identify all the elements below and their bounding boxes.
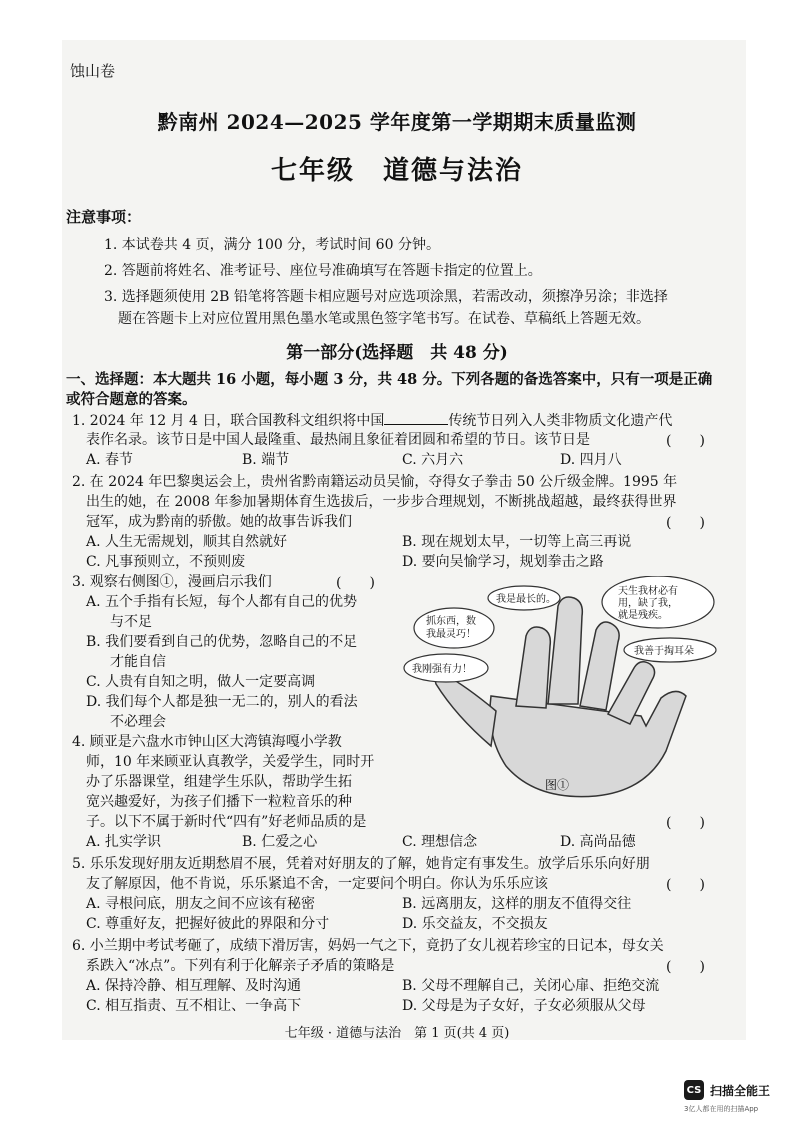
option-c: C. 人贵有自知之明，做人一定要高调 (86, 674, 316, 690)
question-text: 宽兴趣爱好，为孩子们播下一粒粒音乐的种 (86, 794, 352, 810)
answer-paren: ( ) (666, 877, 705, 893)
answer-paren: ( ) (666, 959, 705, 975)
scanner-slogan: 3亿人都在用的扫描App (684, 1105, 759, 1113)
paper-tag: 蚀山卷 (70, 62, 116, 80)
option-c: C. 六月六 (402, 452, 464, 468)
notice-item: 题在答题卡上对应位置用黑色墨水笔或黑色签字笔书写。在试卷、草稿纸上答题无效。 (118, 311, 650, 327)
option-d: D. 我们每个人都是独一无二的，别人的看法 (86, 694, 358, 710)
question-text: 4. 顾亚是六盘水市钟山区大湾镇海嘎小学教 (72, 734, 342, 750)
scanner-name: 扫描全能王 (710, 1083, 771, 1098)
option-b: B. 现在规划太早，一切等上高三再说 (402, 534, 632, 550)
option-a-cont: 与不足 (110, 614, 152, 630)
option-c: C. 相互指责、互不相让、一争高下 (86, 998, 302, 1014)
cs-logo-icon: CS (684, 1080, 704, 1100)
question-text: 友了解原因，他不肯说，乐乐紧追不舍，一定要问个明白。你认为乐乐应该 (86, 876, 548, 892)
page-footer: 七年级 · 道德与法治 第 1 页(共 4 页) (284, 1026, 510, 1041)
exam-title: 黔南州 2024—2025 学年度第一学期期末质量监测 (157, 110, 637, 134)
question-text: 2. 在 2024 年巴黎奥运会上，贵州省黔南籍运动员吴愉，夺得女子拳击 50 公斤级金牌。1995 年 (72, 474, 678, 490)
option-c: C. 理想信念 (402, 834, 478, 850)
option-a: A. 扎实学识 (86, 834, 162, 850)
question-text: 6. 小兰期中考试考砸了，成绩下滑厉害，妈妈一气之下，竟扔了女儿视若珍宝的日记本，母女关 (72, 938, 664, 954)
figure-caption: 图① (545, 778, 570, 792)
answer-paren: ( ) (336, 575, 375, 591)
question-1 (72, 410, 672, 431)
option-c: C. 凡事预则立，不预则废 (86, 554, 246, 570)
option-b: B. 仁爱之心 (242, 834, 318, 850)
option-b: B. 父母不理解自己，关闭心扉、拒绝交流 (402, 978, 660, 994)
bubble-pinky: 我善于掏耳朵 (634, 646, 694, 657)
bubble-middle: 我是最长的。 (496, 594, 556, 605)
bubble-thumb: 我刚强有力！ (412, 664, 472, 675)
question-text: 1. 2024 年 12 月 4 日，联合国教科文组织将中国 (72, 413, 385, 429)
option-b: B. 远离朋友，这样的朋友不值得交往 (402, 896, 632, 912)
exam-subtitle: 七年级 道德与法治 (270, 156, 523, 186)
question-text: 办了乐器课堂，组建学生乐队，帮助学生拓 (86, 774, 352, 790)
question-text: 5. 乐乐发现好朋友近期愁眉不展，凭着对好朋友的了解，她肯定有事发生。放学后乐乐向好朋 (72, 856, 650, 872)
option-d: D. 四月八 (560, 452, 622, 468)
scanner-watermark (684, 1080, 770, 1100)
question-text: 3. 观察右侧图①，漫画启示我们 (72, 574, 272, 590)
option-d-cont: 不必理会 (110, 714, 166, 730)
option-a: A. 人生无需规划，顺其自然就好 (86, 534, 288, 550)
answer-blank (384, 410, 448, 425)
question-text: 师，10 年来顾亚认真教学，关爱学生，同时开 (86, 754, 375, 770)
option-d: D. 高尚品德 (560, 834, 636, 850)
bubble-index: 抓东西，数我最灵巧！ (426, 616, 476, 640)
option-d: D. 要向吴愉学习，规划拳击之路 (402, 554, 604, 570)
notice-item: 1. 本试卷共 4 页，满分 100 分，考试时间 60 分钟。 (104, 237, 440, 253)
answer-paren: ( ) (666, 815, 705, 831)
notice-item: 2. 答题前将姓名、准考证号、座位号准确填写在答题卡指定的位置上。 (104, 263, 542, 279)
option-b: B. 我们要看到自己的优势，忽略自己的不足 (86, 634, 358, 650)
hand-cartoon-figure (396, 576, 732, 806)
notice-heading: 注意事项： (66, 208, 142, 226)
question-text: 出生的她，在 2008 年参加暑期体育生选拔后，一步步合理规划，不断挑战超越，最终获得世界 (86, 494, 677, 510)
question-text: 表作名录。该节日是中国人最隆重、最热闹且象征着团圆和希望的节日。该节日是 (86, 432, 590, 448)
question-text: 子。以下不属于新时代“四有”好老师品质的是 (86, 814, 367, 830)
answer-paren: ( ) (666, 515, 705, 531)
option-a: A. 春节 (86, 452, 134, 468)
option-a: A. 五个手指有长短，每个人都有自己的优势 (86, 594, 358, 610)
option-b: B. 端节 (242, 452, 290, 468)
answer-paren: ( ) (666, 433, 705, 449)
option-a: A. 保持冷静、相互理解、及时沟通 (86, 978, 302, 994)
option-b-cont: 才能自信 (110, 654, 166, 670)
option-d: D. 乐交益友，不交损友 (402, 916, 548, 932)
question-text: 系跌入“冰点”。下列有利于化解亲子矛盾的策略是 (86, 958, 395, 974)
bubble-ring: 天生我材必有用，缺了我，就是残疾。 (618, 586, 678, 621)
notice-item: 3. 选择题须使用 2B 铅笔将答题卡相应题号对应选项涂黑，若需改动，须擦净另涂；非选择 (104, 289, 668, 305)
section-heading: 一、选择题：本大题共 16 小题，每小题 3 分，共 48 分。下列各题的备选答案中，只有一项是正确或符合题意的答案。 (66, 371, 713, 408)
option-a: A. 寻根问底，朋友之间不应该有秘密 (86, 896, 316, 912)
question-text: 传统节日列入人类非物质文化遗产代 (448, 413, 673, 429)
option-d: D. 父母是为子女好，子女必须服从父母 (402, 998, 646, 1014)
question-text: 冠军，成为黔南的骄傲。她的故事告诉我们 (86, 514, 352, 530)
part-heading: 第一部分(选择题 共 48 分) (286, 343, 508, 363)
option-c: C. 尊重好友，把握好彼此的界限和分寸 (86, 916, 330, 932)
